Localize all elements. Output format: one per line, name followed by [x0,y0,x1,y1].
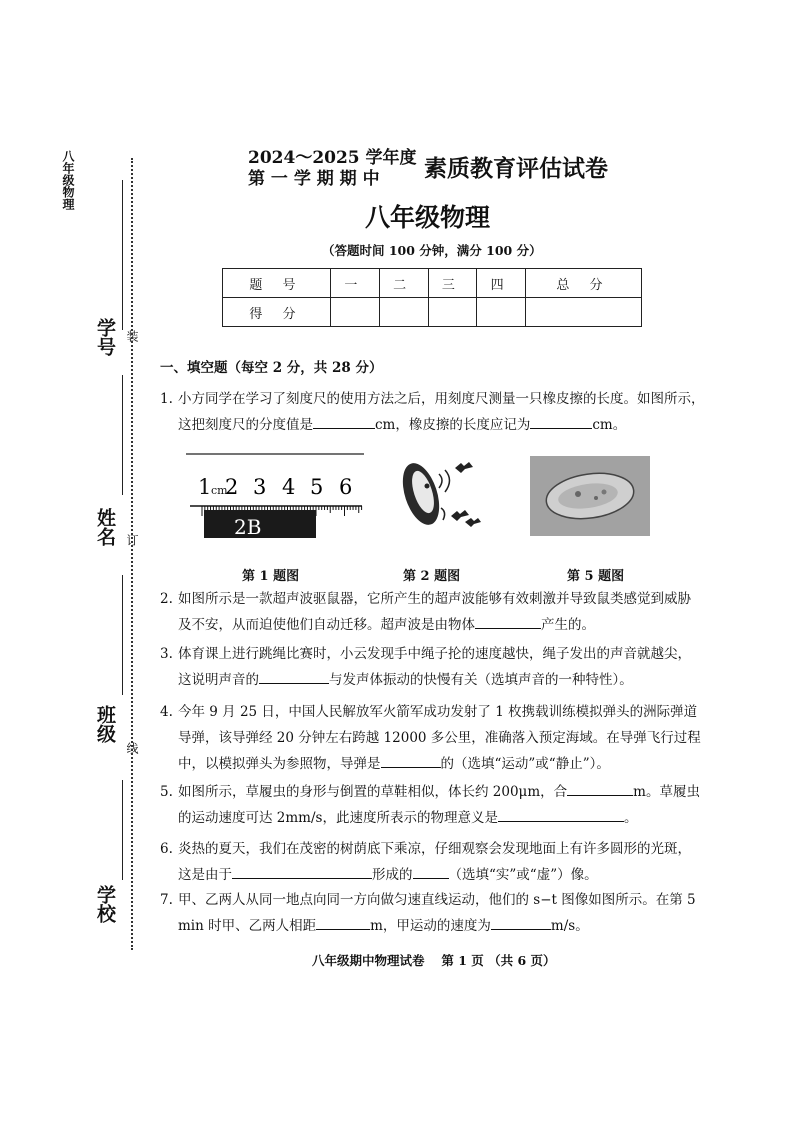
header-year: 2024～2025 学年度 [248,148,417,168]
score-cell: 得 分 [223,298,331,327]
q-text: m/s。 [550,918,589,934]
score-cell: 题 号 [223,269,331,298]
side-line-2 [122,375,123,495]
paramecium-figure [530,456,650,536]
q-text: 如图所示是一款超声波驱鼠器，它所产生的超声波能够有效刺激并导致鼠类感觉到威胁 [178,591,691,607]
question-1 [160,386,720,438]
answer-blank[interactable] [413,864,449,879]
q-text: 产生的。 [541,617,595,633]
header-term: 第 一 学 期 期 中 [248,169,380,189]
label-xuexiao: 学校 [94,885,116,923]
ruler-unit-1: 1 [198,475,212,499]
q-text: 导弹，该导弹经 20 分钟左右跨越 12000 多公里，准确落入预定海域。在导弹飞行过程 [178,730,701,746]
exam-info: （答题时间 100 分钟，满分 100 分） [322,243,542,258]
q-text: 小方同学在学习了刻度尺的使用方法之后，用刻度尺测量一只橡皮擦的长度。如图所示， [178,391,705,407]
question-7 [160,887,720,939]
q-text: 今年 9 月 25 日，中国人民解放军火箭军成功发射了 1 枚携载训练模拟弹头的洲际弹道 [178,704,698,720]
q-text: 与发声体振动的快慢有关（选填声音的一种特性）。 [329,672,633,688]
ruler-number: 4 [282,475,296,499]
header-exam-name: 素质教育评估试卷 [424,155,608,182]
q-text: cm，橡皮擦的长度应记为 [375,417,531,433]
score-table [222,268,642,327]
score-cell: 四 [477,269,526,298]
ruler-number: 3 [253,475,267,499]
q-text: m，甲运动的速度为 [370,918,491,934]
question-number: 5. [160,784,173,800]
score-cell: 一 [331,269,380,298]
answer-blank[interactable] [381,753,441,768]
answer-blank[interactable] [259,669,329,684]
score-input[interactable] [379,298,428,327]
q-text: m。草履虫 [633,784,700,800]
figure-caption-5: 第 5 题图 [567,569,625,584]
question-number: 7. [160,892,173,908]
ultrasonic-repeller-figure [395,456,485,536]
ruler-unit-cm: cm [211,484,228,497]
answer-blank[interactable] [313,414,375,429]
label-zhuang: 装 [125,330,139,342]
label-xingming: 姓名 [94,508,116,546]
answer-blank[interactable] [316,915,370,930]
q-text: 形成的 [372,867,413,883]
question-number: 2. [160,591,173,607]
page-footer: 八年级期中物理试卷 第 1 页 （共 6 页） [312,953,556,968]
q-text: 体育课上进行跳绳比赛时，小云发现手中绳子抡的速度越快，绳子发出的声音就越尖， [178,646,691,662]
q-text: 的（选填“运动”或“静止”）。 [440,756,610,772]
score-table-row [223,269,642,298]
figure-caption-2: 第 2 题图 [403,569,461,584]
q-text: 这是由于 [178,867,232,883]
ruler-figure [186,448,368,540]
q-text: 甲、乙两人从同一地点向同一方向做匀速直线运动，他们的 s−t 图像如图所示。在第 5 [178,892,696,908]
q-text: （选填“实”或“虚”）像。 [448,867,598,883]
answer-blank[interactable] [567,781,633,796]
label-banji: 班级 [94,705,116,743]
question-2 [160,586,720,638]
q-text: 及不安，从而迫使他们自动迁移。超声波是由物体 [178,617,475,633]
score-table-row [223,298,642,327]
section-heading: 一、填空题（每空 2 分，共 28 分） [160,360,383,376]
side-line-top [122,180,123,330]
answer-blank[interactable] [530,414,592,429]
q-text: 这把刻度尺的分度值是 [178,417,313,433]
question-number: 6. [160,841,173,857]
label-xian: 线 [125,742,139,754]
ruler-number: 6 [339,475,353,499]
page-title: 八年级物理 [365,203,491,232]
score-input[interactable] [477,298,526,327]
answer-blank[interactable] [498,807,624,822]
score-cell: 总 分 [526,269,642,298]
binding-dotted-line [131,158,133,950]
ruler-number: 2 [225,475,239,499]
q-text: 这说明声音的 [178,672,259,688]
score-input[interactable] [428,298,477,327]
side-line-4 [122,780,123,880]
score-input[interactable] [526,298,642,327]
label-xuehao: 学号 [94,318,116,356]
score-cell: 三 [428,269,477,298]
q-text: 中，以模拟弹头为参照物，导弹是 [178,756,381,772]
question-number: 3. [160,646,173,662]
answer-blank[interactable] [232,864,372,879]
side-top-label: 八年级物理 [61,150,75,210]
ruler-number: 5 [310,475,324,499]
score-cell: 二 [379,269,428,298]
question-4 [160,699,720,777]
score-input[interactable] [331,298,380,327]
q-text: 。 [623,810,638,826]
question-5 [160,779,720,831]
q-text: 炎热的夏天，我们在茂密的树荫底下乘凉，仔细观察会发现地面上有许多圆形的光斑， [178,841,691,857]
q-text: min 时甲、乙两人相距 [178,918,317,934]
eraser-label: 2B [234,515,262,539]
question-3 [160,641,720,693]
question-6 [160,836,720,888]
answer-blank[interactable] [475,614,541,629]
figure-caption-1: 第 1 题图 [242,569,300,584]
answer-blank[interactable] [491,915,551,930]
q-text: 如图所示，草履虫的身形与倒置的草鞋相似，体长约 200μm，合 [178,784,568,800]
label-ding: 订 [125,534,139,546]
q-text: cm。 [592,417,627,433]
q-text: 的运动速度可达 2mm/s，此速度所表示的物理意义是 [178,810,498,826]
side-line-3 [122,575,123,695]
question-number: 1. [160,391,173,407]
question-number: 4. [160,704,173,720]
